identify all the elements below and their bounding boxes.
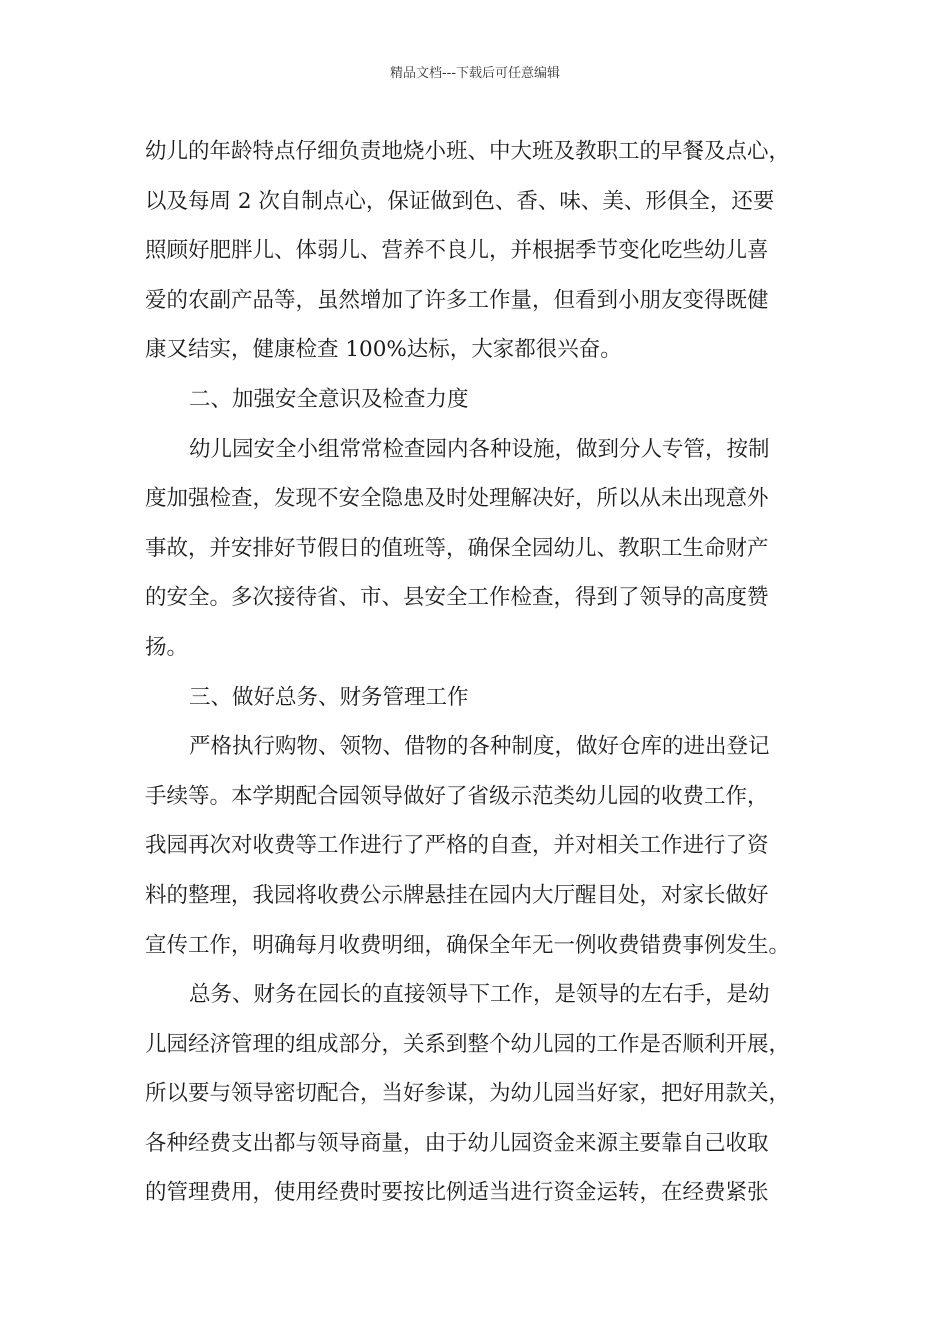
text-line: 总务、财务在园长的直接领导下工作，是领导的左右手，是幼 [189,982,770,1008]
page-header: 精品文档---下载后可任意编辑 [389,66,561,81]
text-line: 的管理费用，使用经费时要按比例适当进行资金运转，在经费紧张 [145,1180,769,1206]
text-line: 各种经费支出都与领导商量，由于幼儿园资金来源主要靠自己收取 [145,1130,769,1156]
text-line: 儿园经济管理的组成部分，关系到整个幼儿园的工作是否顺利开展， [145,1031,791,1057]
text-line: 宣传工作，明确每月收费明细，确保全年无一例收费错费事例发生。 [145,932,791,958]
text-line: 爱的农副产品等，虽然增加了许多工作量，但看到小朋友变得既健 [145,287,769,313]
text-line: 严格执行购物、领物、借物的各种制度，做好仓库的进出登记 [189,734,770,760]
text-line: 三、做好总务、财务管理工作 [189,684,469,710]
text-line: 照顾好肥胖儿、体弱儿、营养不良儿，并根据季节变化吃些幼儿喜 [145,238,769,264]
text-line: 扬。 [145,634,189,660]
text-line: 手续等。本学期配合园领导做好了省级示范类幼儿园的收费工作， [145,783,769,809]
text-line: 度加强检查，发现不安全隐患及时处理解决好，所以从未出现意外 [145,486,769,512]
text-line: 康又结实，健康检查 100%达标，大家都很兴奋。 [145,337,622,363]
text-line: 的安全。多次接待省、市、县安全工作检查，得到了领导的高度赞 [145,585,769,611]
text-line: 我园再次对收费等工作进行了严格的自查，并对相关工作进行了资 [145,833,769,859]
text-line: 事故，并安排好节假日的值班等，确保全园幼儿、教职工生命财产 [145,535,769,561]
text-line: 幼儿的年龄特点仔细负责地烧小班、中大班及教职工的早餐及点心， [145,139,791,164]
text-line: 料的整理，我园将收费公示牌悬挂在园内大厅醒目处，对家长做好 [145,882,769,908]
text-line: 幼儿园安全小组常常检查园内各种设施，做到分人专管，按制 [189,436,770,462]
text-line: 二、加强安全意识及检查力度 [189,386,469,412]
text-line: 所以要与领导密切配合，当好参谋，为幼儿园当好家，把好用款关， [145,1081,791,1107]
document-body [145,127,810,1218]
text-line: 以及每周 2 次自制点心，保证做到色、香、味、美、形俱全，还要 [145,188,775,214]
